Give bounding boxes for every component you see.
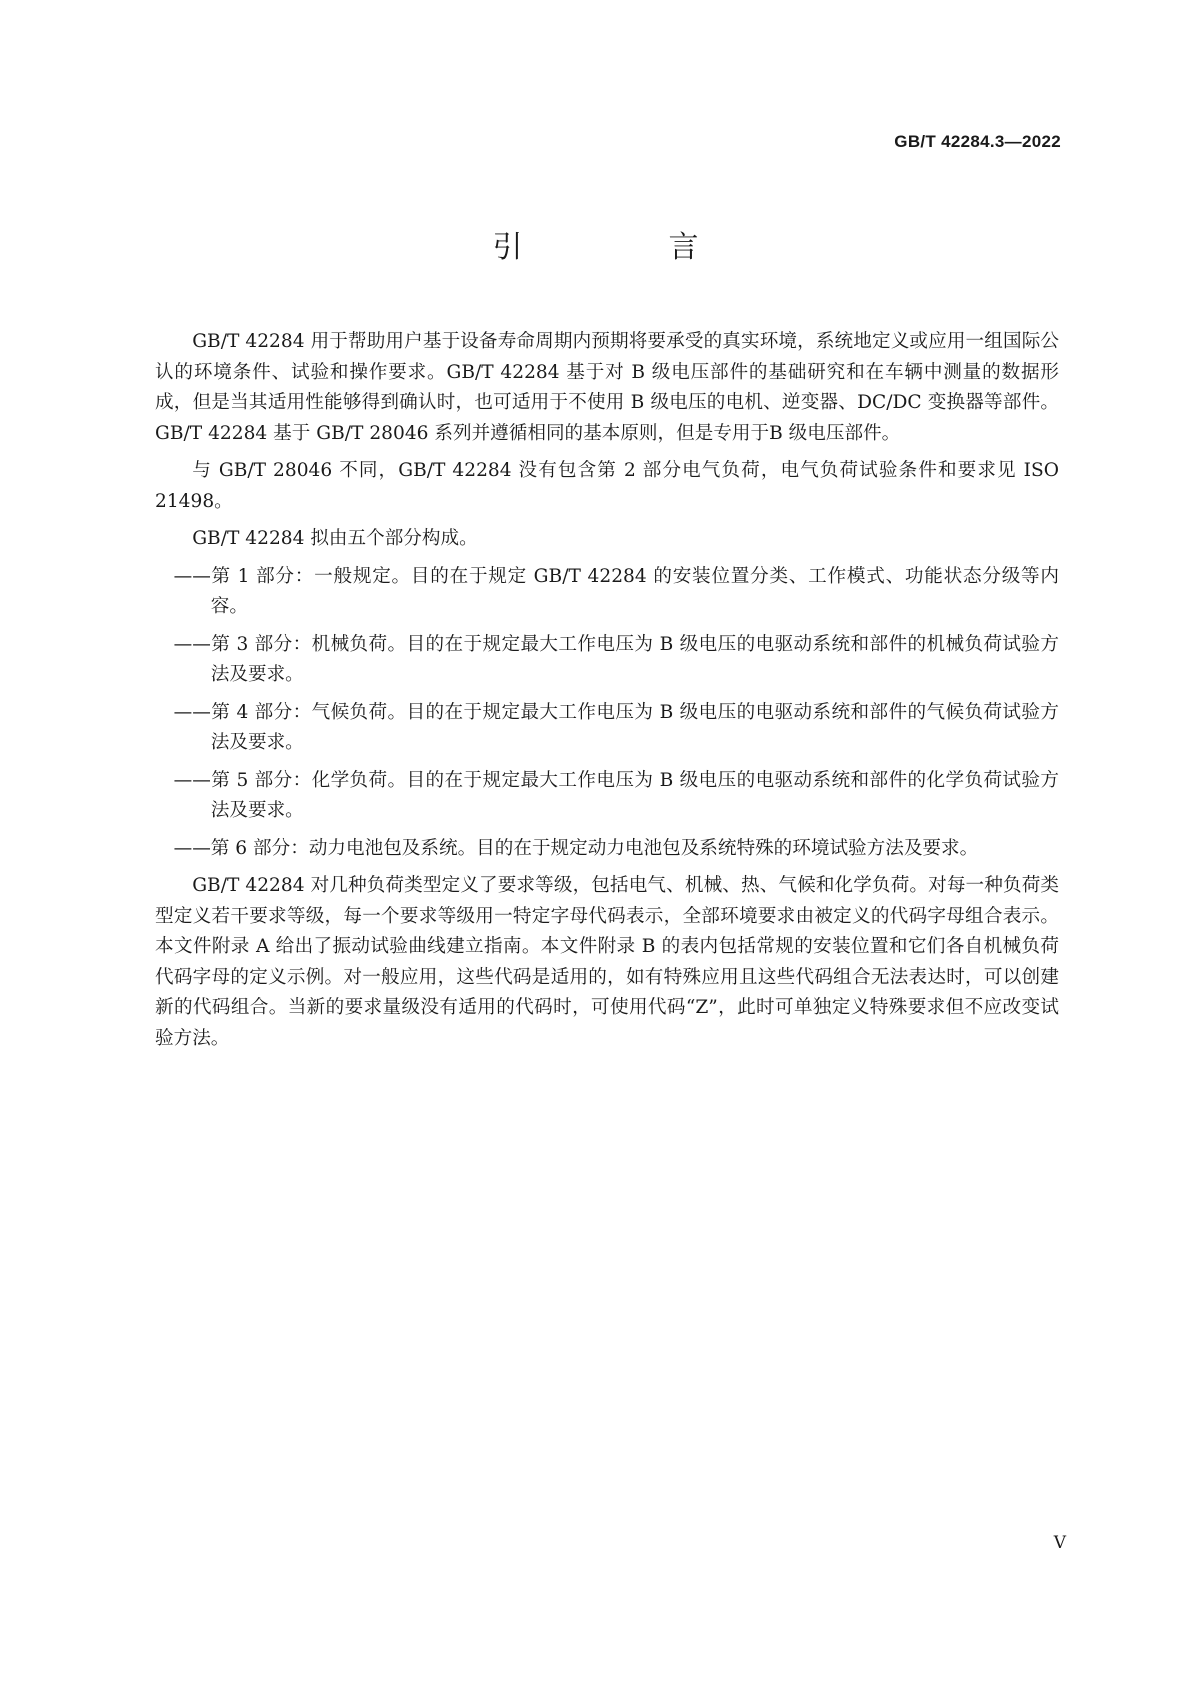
- parts-list-item: ——第 5 部分：化学负荷。目的在于规定最大工作电压为 B 级电压的电驱动系统和部件的化学负荷试验方法及要求。: [173, 769, 1059, 821]
- intro-paragraph-2: 与 GB/T 28046 不同，GB/T 42284 没有包含第 2 部分电气负荷，电气负荷试验条件和要求见 ISO 21498。: [155, 460, 1059, 512]
- parts-list-item: ——第 4 部分：气候负荷。目的在于规定最大工作电压为 B 级电压的电驱动系统和部件的气候负荷试验方法及要求。: [173, 701, 1059, 753]
- intro-paragraph-3: GB/T 42284 拟由五个部分构成。: [192, 528, 478, 549]
- parts-list-item: ——第 1 部分：一般规定。目的在于规定 GB/T 42284 的安装位置分类、工作模式、功能状态分级等内容。: [173, 565, 1059, 617]
- parts-list-item: ——第 6 部分：动力电池包及系统。目的在于规定动力电池包及系统特殊的环境试验方法及要求。: [173, 837, 979, 859]
- parts-list-item: ——第 3 部分：机械负荷。目的在于规定最大工作电压为 B 级电压的电驱动系统和部件的机械负荷试验方法及要求。: [173, 633, 1059, 685]
- closing-paragraph: GB/T 42284 对几种负荷类型定义了要求等级，包括电气、机械、热、气候和化学负荷。对每一种负荷类型定义若干要求等级，每一个要求等级用一特定字母代码表示，全部环境要求由被定义的代码字母组合表示。本文件附录 A 给出了振动试验曲线建立指南。本文件附录 B 的表内包括常规的安装位置和它们各自机械负荷代码字母的定义示例。对一般应用，这些代码是适用的，如有特殊应用且这些代码组合无法表达时，可以创建新的代码组合。当新的要求量级没有适用的代码时，可使用代码“Z”，此时可单独定义特殊要求但不应改变试验方法。: [155, 875, 1059, 1049]
- introduction-body: [155, 327, 1059, 1061]
- parts-list: [155, 562, 1059, 865]
- standard-code: GB/T 42284.3—2022: [894, 132, 1061, 151]
- page-title: 引 言: [492, 230, 757, 265]
- page-number: V: [1053, 1533, 1066, 1553]
- intro-paragraph-1: GB/T 42284 用于帮助用户基于设备寿命周期内预期将要承受的真实环境，系统地定义或应用一组国际公认的环境条件、试验和操作要求。GB/T 42284 基于对 B 级电压部件的基础研究和在车辆中测量的数据形成，但是当其适用性能够得到确认时，也可适用于不使用 B 级电压的电机、逆变器、DC/DC 变换器等部件。GB/T 42284 基于 GB/T 28046 系列并遵循相同的基本原则，但是专用于B 级电压部件。: [155, 331, 1059, 444]
